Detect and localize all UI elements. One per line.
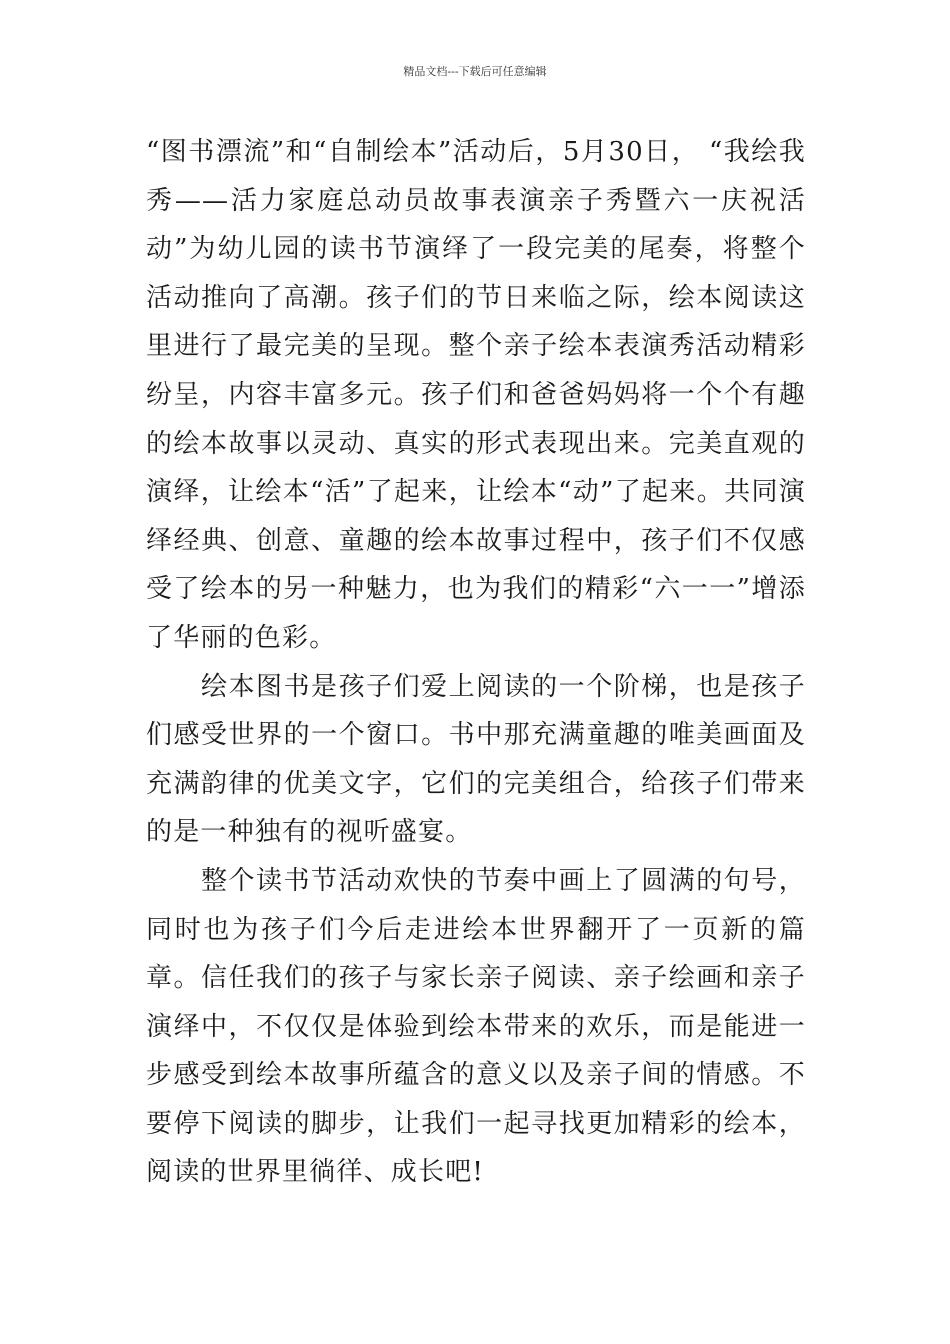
paragraph-1: “图书漂流”和“自制绘本”活动后，5月30日， “我绘我秀——活力家庭总动员故事表演亲子秀暨六一庆祝活动”为幼儿园的读书节演绎了一段完美的尾奏，将整个活动推向了高潮。孩子们的节日来临之际，绘本阅读这里进行了最完美的呈现。整个亲子绘本表演秀活动精彩纷呈，内容丰富多元。孩子们和爸爸妈妈将一个个有趣的绘本故事以灵动、真实的形式表现出来。完美直观的演绎，让绘本“活”了起来，让绘本“动”了起来。共同演绎经典、创意、童趣的绘本故事过程中，孩子们不仅感受了绘本的另一种魅力，也为我们的精彩“六一一”增添了华丽的色彩。 [146, 137, 806, 653]
document-body [146, 128, 806, 1197]
paragraph-2: 绘本图书是孩子们爱上阅读的一个阶梯，也是孩子们感受世界的一个窗口。书中那充满童趣的唯美画面及充满韵律的优美文字，它们的完美组合，给孩子们带来的是一种独有的视听盛宴。 [146, 671, 806, 848]
paragraph-3: 整个读书节活动欢快的节奏中画上了圆满的句号，同时也为孩子们今后走进绘本世界翻开了一页新的篇章。信任我们的孩子与家长亲子阅读、亲子绘画和亲子演绎中，不仅仅是体验到绘本带来的欢乐，而是能进一步感受到绘本故事所蕴含的意义以及亲子间的情感。不要停下阅读的脚步，让我们一起寻找更加精彩的绘本，阅读的世界里徜徉、成长吧! [146, 865, 806, 1188]
page-header: 精品文档---下载后可任意编辑 [403, 65, 547, 78]
